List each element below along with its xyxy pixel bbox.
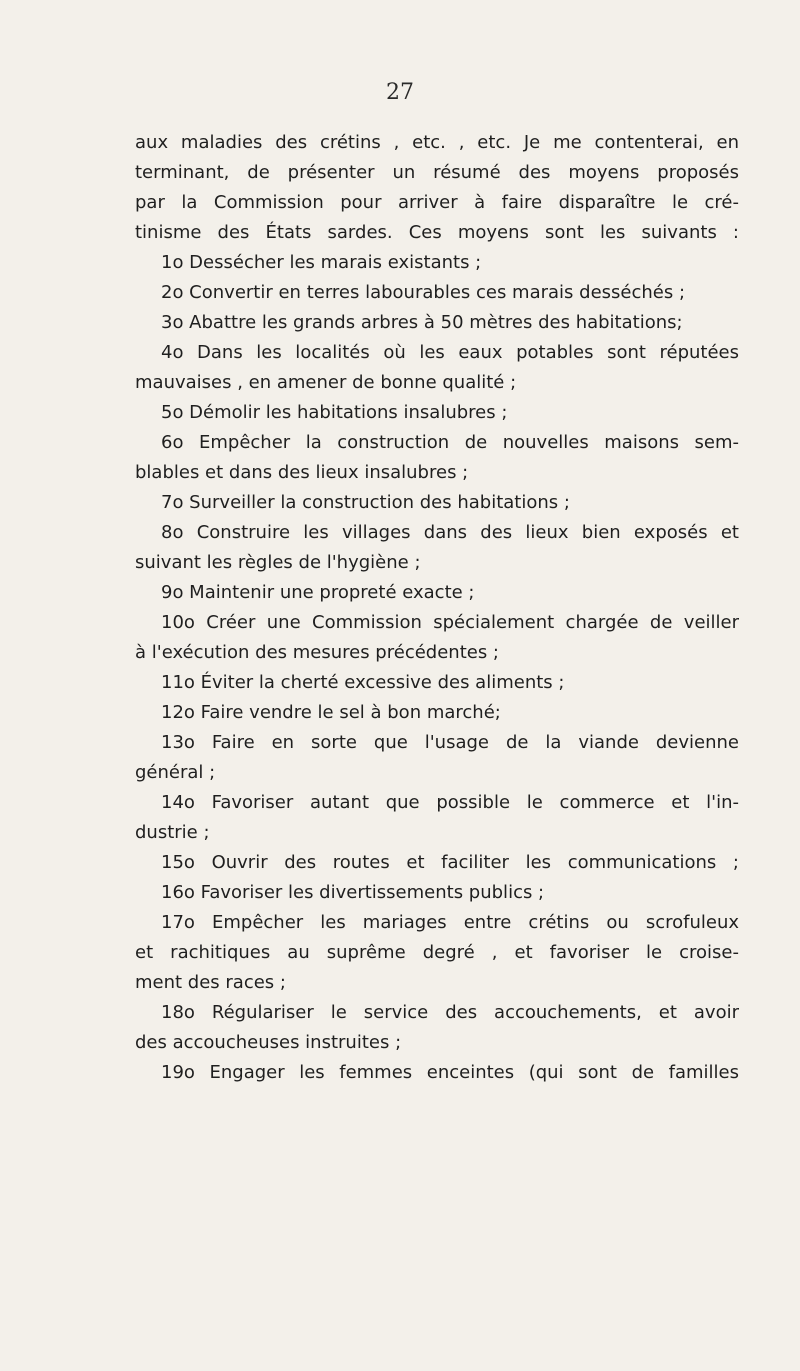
text-line: général ; (135, 762, 216, 783)
list-item: 11o Éviter la cherté excessive des aliments ; (161, 672, 565, 693)
text-line: terminant, de présenter un résumé des moyens proposés (135, 162, 739, 183)
list-item: 7o Surveiller la construction des habitations ; (161, 492, 570, 513)
list-item: 1o Dessécher les marais existants ; (161, 252, 482, 273)
list-item: 16o Favoriser les divertissements publics ; (161, 882, 545, 903)
text-line: à l'exécution des mesures précédentes ; (135, 642, 499, 663)
list-item: 5o Démolir les habitations insalubres ; (161, 402, 508, 423)
text-line: des accoucheuses instruites ; (135, 1032, 402, 1053)
text-line: dustrie ; (135, 822, 210, 843)
list-item: 8o Construire les villages dans des lieux bien exposés et (161, 522, 739, 543)
list-item: 14o Favoriser autant que possible le commerce et l'in- (161, 792, 739, 813)
list-item: 13o Faire en sorte que l'usage de la viande devienne (161, 732, 739, 753)
text-line: mauvaises , en amener de bonne qualité ; (135, 372, 517, 393)
list-item: 15o Ouvrir des routes et faciliter les communications ; (161, 852, 739, 873)
list-item: 4o Dans les localités où les eaux potables sont réputées (161, 342, 739, 363)
text-line: suivant les règles de l'hygiène ; (135, 552, 421, 573)
list-item: 10o Créer une Commission spécialement chargée de veiller (161, 612, 739, 633)
list-item: 3o Abattre les grands arbres à 50 mètres des habitations; (161, 312, 683, 333)
text-line: par la Commission pour arriver à faire disparaître le cré- (135, 192, 739, 213)
body-text (135, 128, 739, 1088)
list-item: 6o Empêcher la construction de nouvelles maisons sem- (161, 432, 739, 453)
list-item: 12o Faire vendre le sel à bon marché; (161, 702, 501, 723)
text-line: tinisme des États sardes. Ces moyens sont les suivants : (135, 222, 739, 243)
list-item: 2o Convertir en terres labourables ces marais desséchés ; (161, 282, 686, 303)
page-number: 27 (386, 80, 414, 105)
text-line: ment des races ; (135, 972, 286, 993)
list-item: 18o Régulariser le service des accouchements, et avoir (161, 1002, 739, 1023)
text-line: blables et dans des lieux insalubres ; (135, 462, 469, 483)
text-line: aux maladies des crétins , etc. , etc. Je me contenterai, en (135, 132, 739, 153)
text-line: et rachitiques au suprême degré , et favoriser le croise- (135, 942, 739, 963)
list-item: 9o Maintenir une propreté exacte ; (161, 582, 475, 603)
list-item: 17o Empêcher les mariages entre crétins ou scrofuleux (161, 912, 739, 933)
list-item: 19o Engager les femmes enceintes (qui sont de familles (161, 1062, 739, 1083)
